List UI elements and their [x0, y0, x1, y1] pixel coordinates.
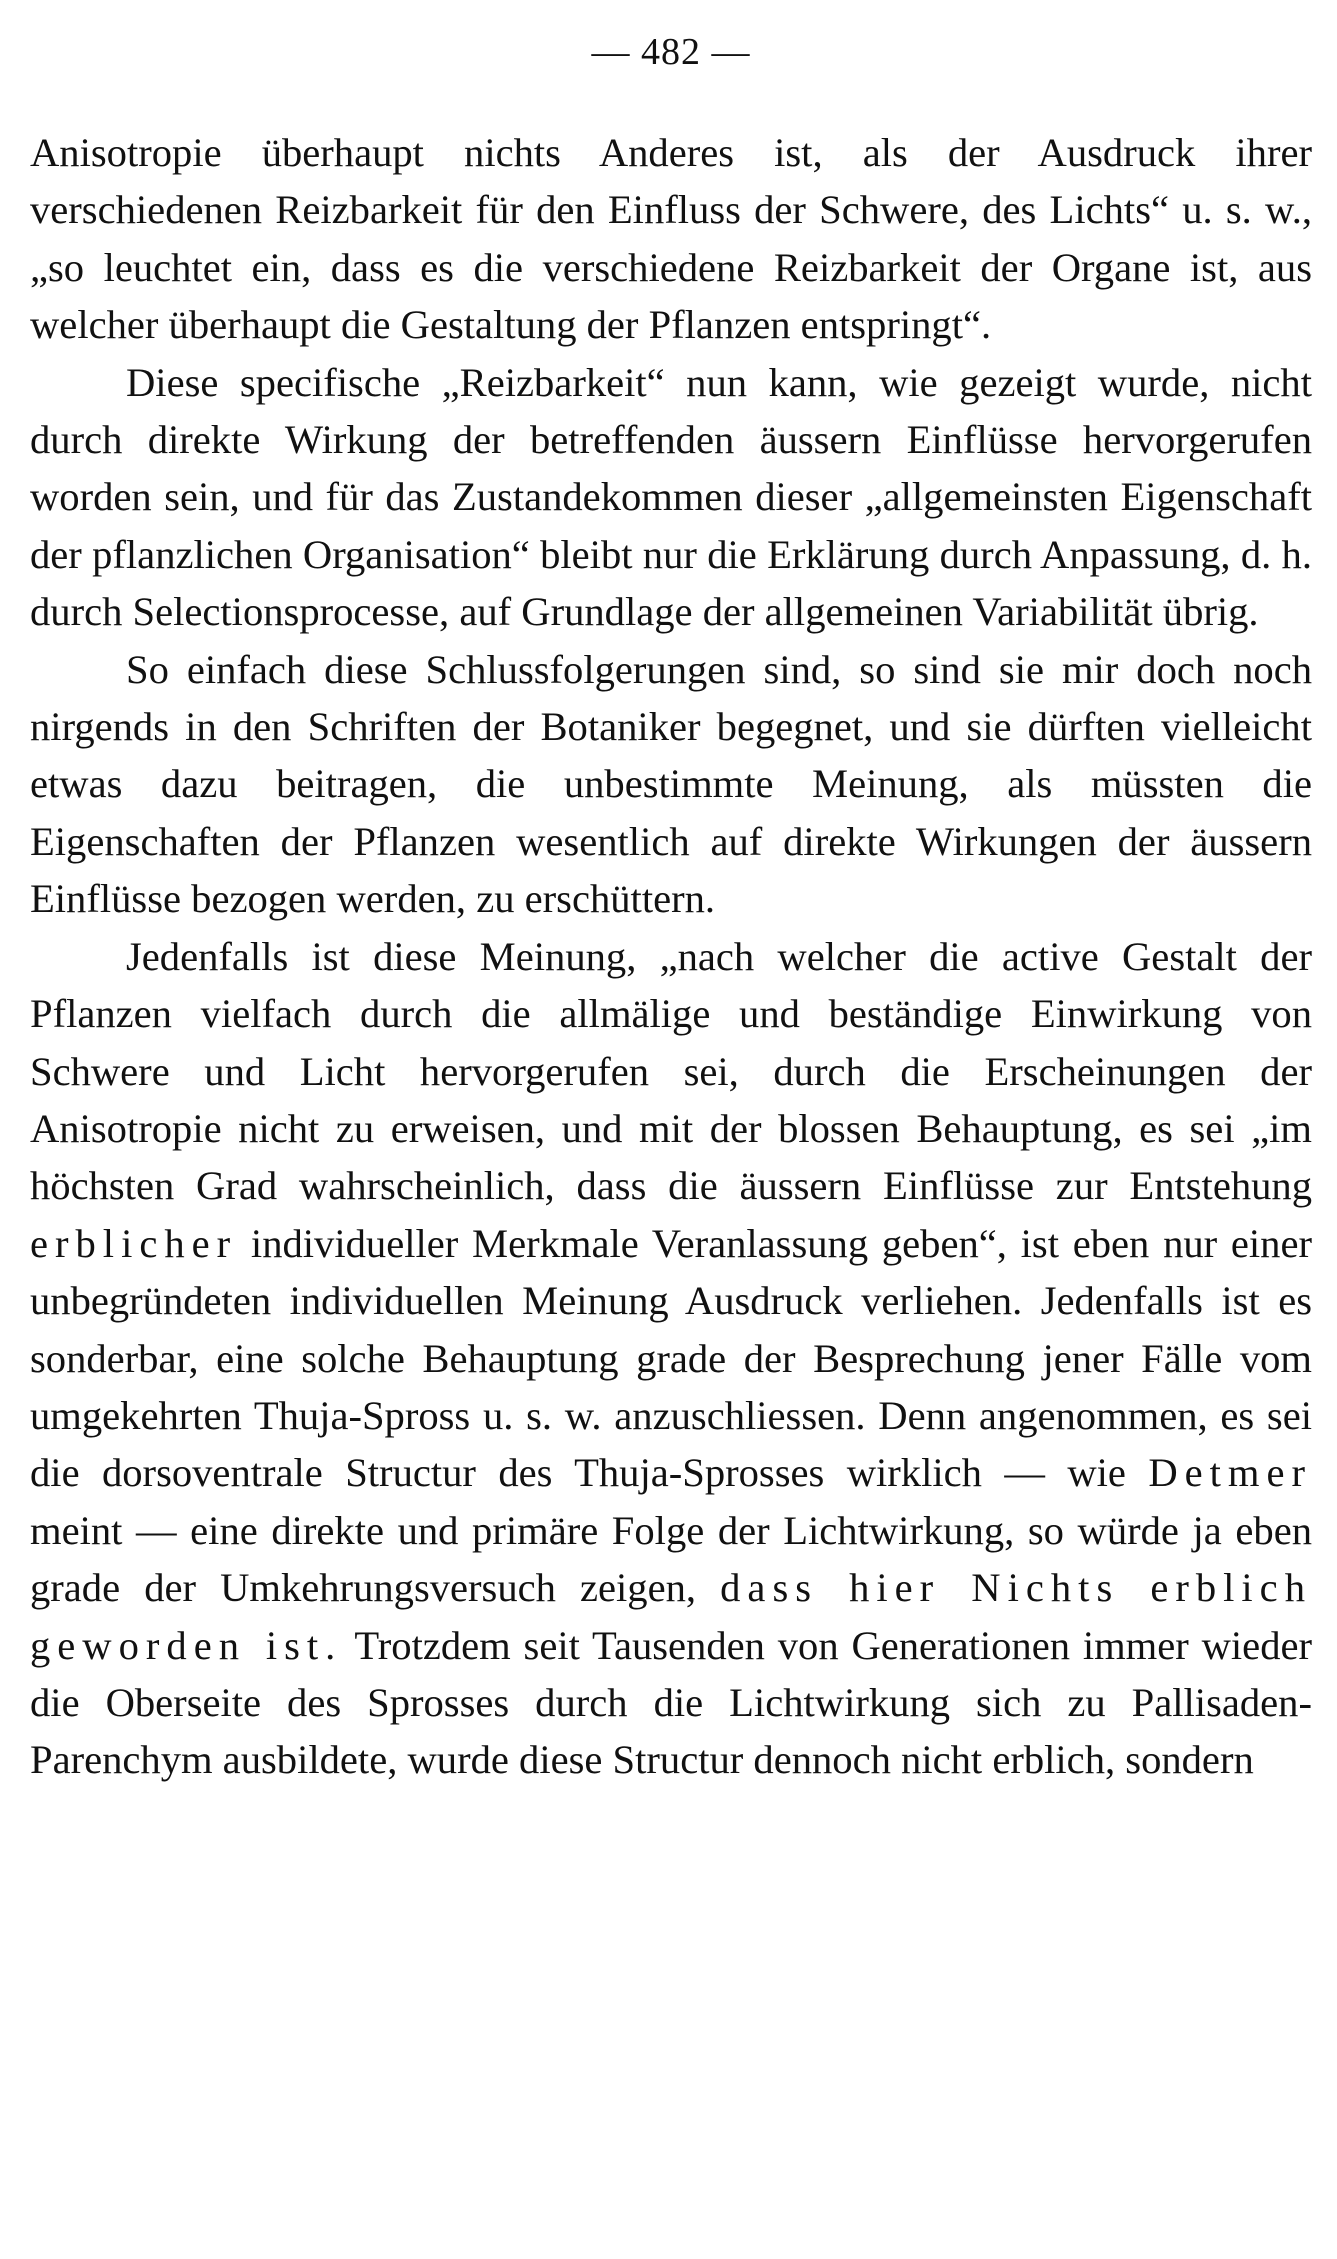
- paragraph-4-text-b: individueller Merkmale Veranlassung geben“, ist eben nur einer unbegründeten individuellen Meinung Ausdruck verliehen. Jedenfalls ist es sonderbar, eine solche Behauptung grade der Besprechung jener Fälle vom umgekehrten Thuja-Spross u. s. w. anzuschliessen. Denn angenommen, es sei die dorsoventrale Structur des Thuja-Sprosses wirklich — wie: [30, 1220, 1312, 1496]
- paragraph-1-text: Anisotropie überhaupt nichts Anderes ist, als der Ausdruck ihrer verschiedenen Reizbarkeit für den Einfluss der Schwere, des Lichts“ u. s. w., „so leuchtet ein, dass es die verschiedene Reizbarkeit der Organe ist, aus welcher überhaupt die Gestaltung der Pflanzen entspringt“.: [30, 130, 1312, 348]
- emphasis-nichts-erblich: dass hier Nichts erblich geworden ist.: [30, 1565, 1312, 1668]
- document-page: [30, 20, 1312, 1789]
- paragraph-4-text-d: Trotzdem seit Tausenden von Generationen immer wieder die Oberseite des Sprosses durch die Lichtwirkung sich zu Pallisaden-Parenchym ausbildete, wurde diese Structur dennoch nicht erblich, sondern: [30, 1622, 1313, 1783]
- paragraph-2-text: Diese specifische „Reizbarkeit“ nun kann, wie gezeigt wurde, nicht durch direkte Wirkung der betreffenden äussern Einflüsse hervorgerufen worden sein, und für das Zustandekommen dieser „allgemeinsten Eigenschaft der pflanzlichen Organisation“ bleibt nur die Erklärung durch Anpassung, d. h. durch Selectionsprocesse, auf Grundlage der allgemeinen Variabilität übrig.: [30, 359, 1312, 635]
- paragraph-1: [30, 124, 1312, 354]
- page-number: — 482 —: [591, 31, 751, 73]
- paragraph-4: [30, 928, 1312, 1789]
- paragraph-4-text-c: meint — eine direkte und primäre Folge der Lichtwirkung, so würde ja eben grade der Umkehrungsversuch zeigen,: [30, 1507, 1312, 1611]
- emphasis-erblicher: erblicher: [30, 1220, 238, 1266]
- paragraph-2: [30, 354, 1312, 641]
- paragraph-4-text-a: Jedenfalls ist diese Meinung, „nach welcher die active Gestalt der Pflanzen vielfach durch die allmälige und beständige Einwirkung von Schwere und Licht hervorgerufen sei, durch die Erscheinungen der Anisotropie nicht zu erweisen, und mit der blossen Behauptung, es sei „im höchsten Grad wahrscheinlich, dass die äussern Einflüsse zur Entstehung: [30, 933, 1312, 1209]
- author-name-detmer: Detmer: [1148, 1450, 1312, 1496]
- paragraph-3-text: So einfach diese Schlussfolgerungen sind, so sind sie mir doch noch nirgends in den Schriften der Botaniker begegnet, und sie dürften vielleicht etwas dazu beitragen, die unbestimmte Meinung, als müssten die Eigenschaften der Pflanzen wesentlich auf direkte Wirkungen der äussern Einflüsse bezogen werden, zu erschüttern.: [30, 646, 1312, 922]
- paragraph-3: [30, 641, 1312, 928]
